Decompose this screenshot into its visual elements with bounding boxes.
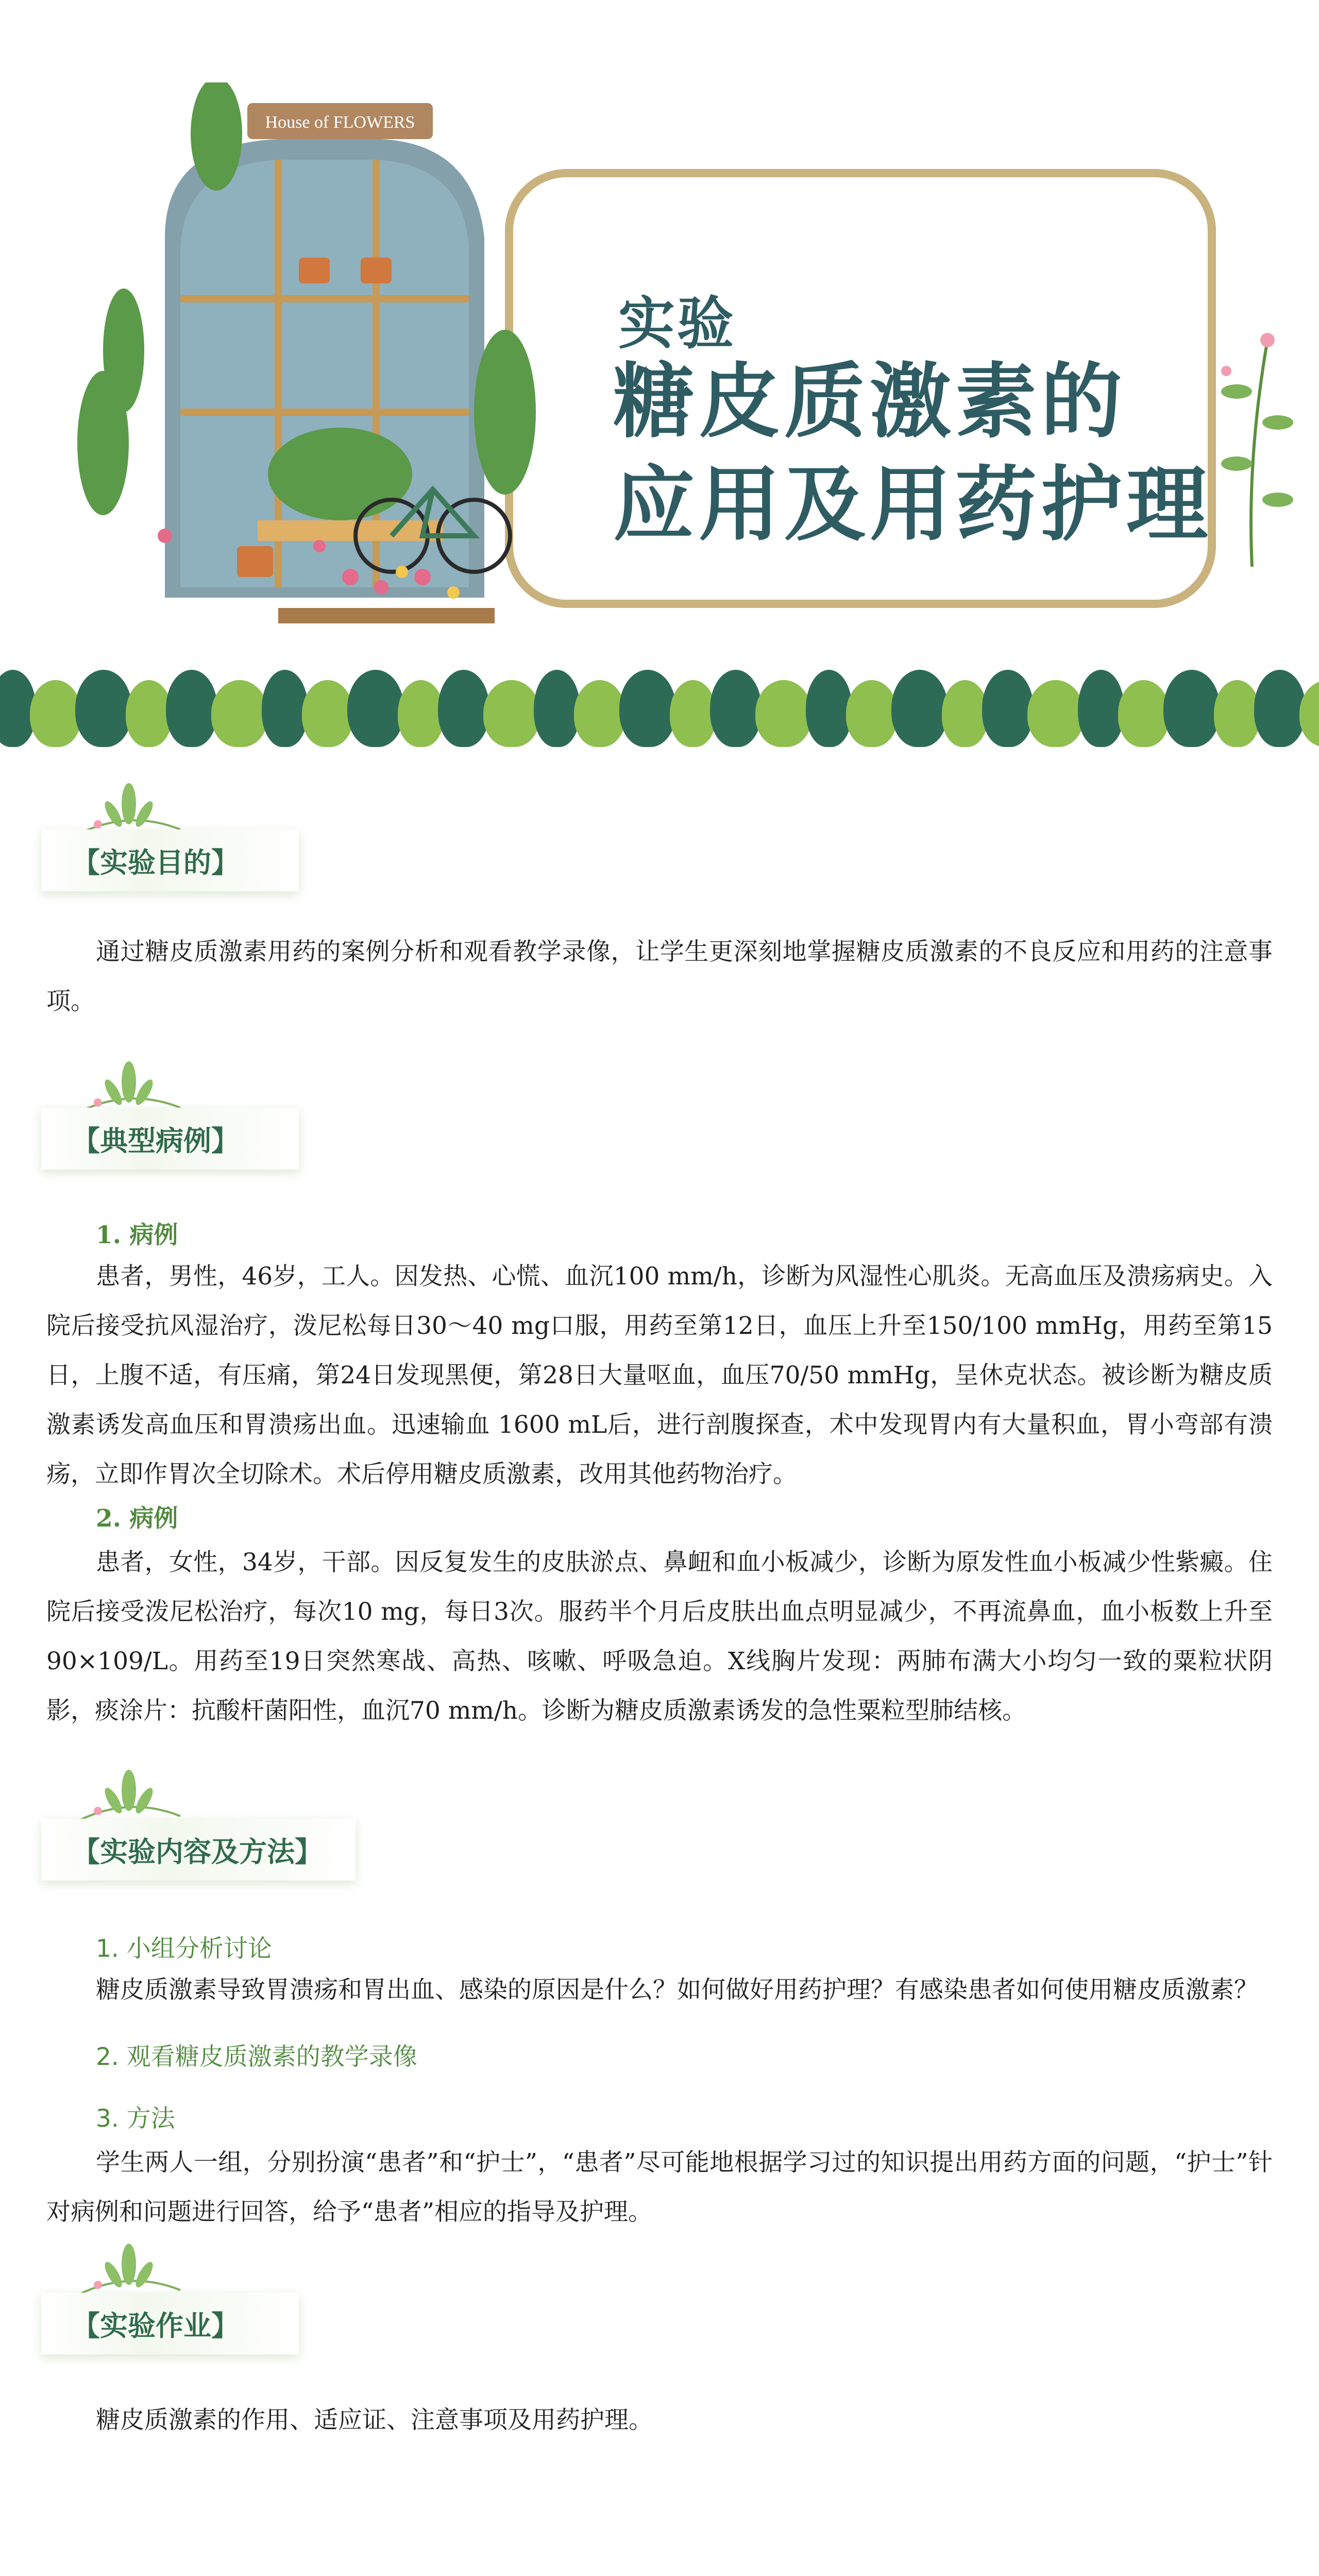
leaf-decoration — [891, 670, 948, 747]
sprig-icon — [67, 1765, 191, 1821]
leaf-decoration — [262, 670, 308, 747]
leaf-decoration — [574, 680, 625, 747]
side-plant-illustration — [1206, 330, 1298, 567]
leaf-decoration — [1118, 680, 1170, 747]
leaf-decoration — [1214, 680, 1260, 747]
leaf-decoration — [755, 680, 812, 747]
leaf-decoration — [619, 670, 676, 747]
leaf-decoration — [398, 680, 444, 747]
case2-title: 2. 病例 — [96, 1504, 178, 1533]
sprig-icon — [67, 1056, 191, 1113]
purpose-text: 通过糖皮质激素用药的案例分析和观看教学录像，让学生更深刻地掌握糖皮质激素的不良反应和用药的注意事项。 — [46, 938, 1273, 1015]
leaf-decoration — [846, 680, 898, 747]
title-prefix: 实验 — [618, 291, 736, 357]
leaf-decoration — [534, 670, 580, 747]
method1-title: 1. 小组分析讨论 — [96, 1935, 272, 1963]
section-heading-methods: 【实验内容及方法】 — [41, 1819, 356, 1880]
leaf-decoration — [982, 670, 1034, 747]
method2-title: 2. 观看糖皮质激素的教学录像 — [96, 2043, 417, 2071]
case1-text: 患者，男性，46岁，工人。因发热、心慌、血沉100 mm/h，诊断为风湿性心肌炎。无高血压及溃疡病史。入院后接受抗风湿治疗，泼尼松每日30～40 mg口服，用药至第12日，血压上升至150/100 mmHg，用药至第15日，上腹不适，有压痛，第24日发现黑便，第28日大量呕血，血压70/50 mmHg，呈休克状态。被诊断为糖皮质激素诱发高血压和胃溃疡出血。迅速输血 1600 mL后，进行剖腹探查，术中发现胃内有大量积血，胃小弯部有溃疡，立即作胃次全切除术。术后停用糖皮质激素，改用其他药物治疗。 — [46, 1262, 1273, 1488]
leaf-decoration — [1027, 680, 1084, 747]
shop-sign-text: House of FLOWERS — [265, 113, 415, 132]
page-title-line2: 应用及用药护理 — [613, 457, 1212, 552]
leaf-decoration — [302, 680, 353, 747]
leaf-decoration — [670, 680, 716, 747]
leaf-decoration — [75, 670, 132, 747]
section-heading-homework: 【实验作业】 — [41, 2293, 299, 2354]
section-heading-purpose: 【实验目的】 — [41, 829, 299, 891]
sprig-icon — [67, 2239, 191, 2295]
section-heading-cases: 【典型病例】 — [41, 1108, 299, 1170]
leaf-decoration — [30, 680, 81, 747]
case1-title: 1. 病例 — [96, 1221, 178, 1249]
leaf-decoration — [710, 670, 762, 747]
method3-text: 学生两人一组，分别扮演“患者”和“护士”，“患者”尽可能地根据学习过的知识提出用药方面的问题，“护士”针对病例和问题进行回答，给予“患者”相应的指导及护理。 — [46, 2148, 1273, 2226]
case2-text: 患者，女性，34岁，干部。因反复发生的皮肤淤点、鼻衄和血小板减少，诊断为原发性血小板减少性紫癜。住院后接受泼尼松治疗，每次10 mg，每日3次。服药半个月后皮肤出血点明显减少，不再流鼻血，血小板数上升至90×109/L。用药至19日突然寒战、高热、咳嗽、呼吸急迫。X线胸片发现：两肺布满大小均匀一致的粟粒状阴影，痰涂片：抗酸杆菌阳性，血沉70 mm/h。诊断为糖皮质激素诱发的急性粟粒型肺结核。 — [46, 1548, 1273, 1725]
flower-shop-illustration — [62, 82, 603, 623]
page-title-line1: 糖皮质激素的 — [613, 354, 1126, 449]
leaf-decoration — [347, 670, 404, 747]
leaf-decoration — [806, 670, 852, 747]
leaf-decoration — [1163, 670, 1220, 747]
leaf-decoration — [483, 680, 540, 747]
leaf-border-top — [0, 670, 1319, 757]
leaf-decoration — [438, 670, 489, 747]
leaf-decoration — [942, 680, 988, 747]
homework-text: 糖皮质激素的作用、适应证、注意事项及用药护理。 — [96, 2406, 653, 2434]
sprig-icon — [67, 778, 191, 835]
leaf-decoration — [1078, 670, 1124, 747]
method1-text: 糖皮质激素导致胃溃疡和胃出血、感染的原因是什么？如何做好用药护理？有感染患者如何使用糖皮质激素？ — [96, 1976, 1258, 2004]
method3-title: 3. 方法 — [96, 2105, 175, 2133]
leaf-decoration — [126, 680, 172, 747]
leaf-decoration — [166, 670, 217, 747]
leaf-decoration — [211, 680, 268, 747]
page-title — [613, 350, 1212, 556]
leaf-decoration — [1254, 670, 1306, 747]
